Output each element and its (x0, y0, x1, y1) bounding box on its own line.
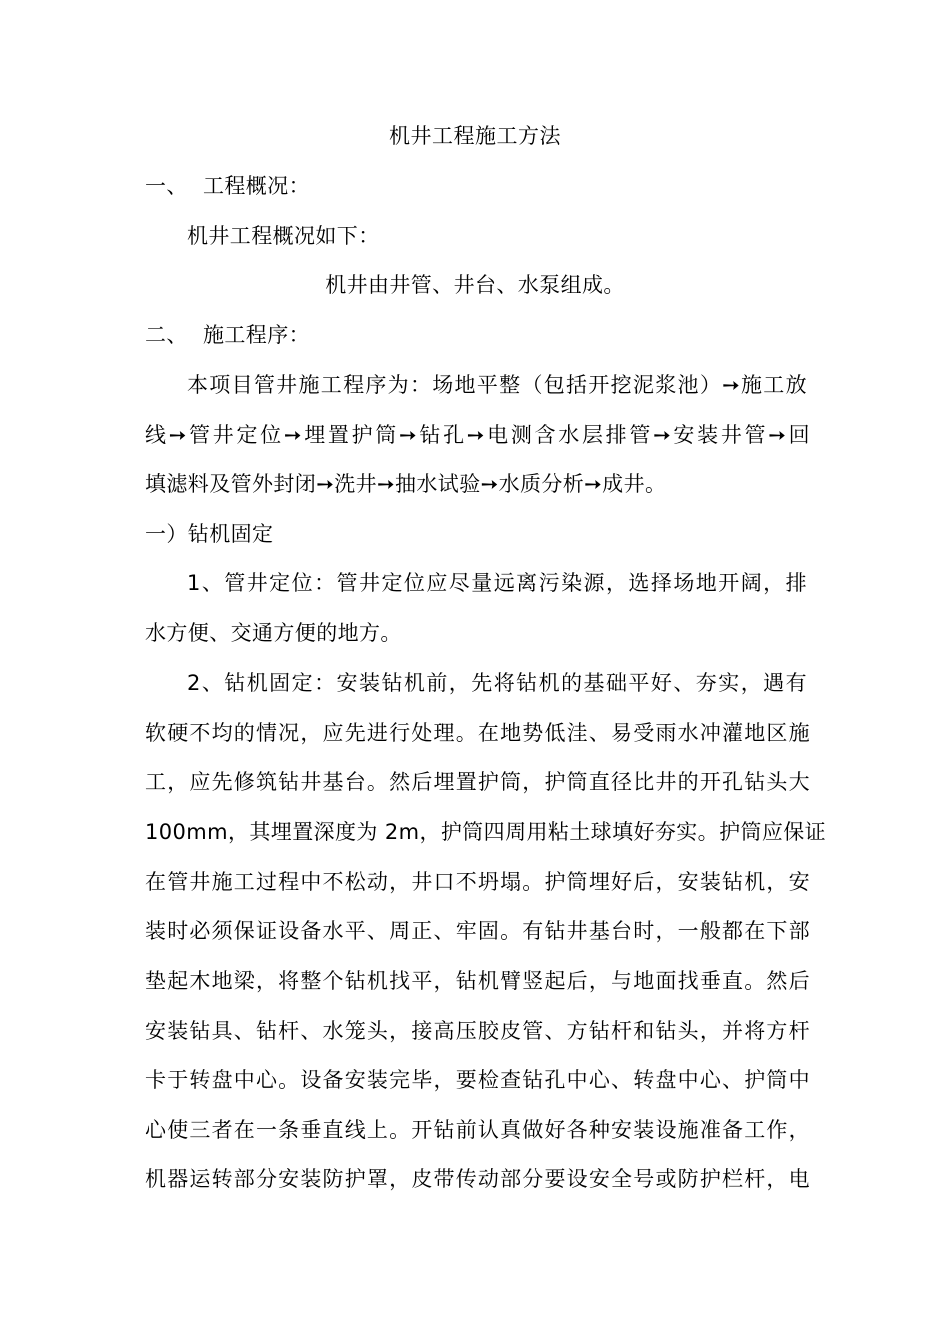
overview-detail: 机井由井管、井台、水泵组成。 (325, 273, 625, 297)
section-label: 施工程序： (203, 323, 310, 347)
section-heading-overview (145, 168, 310, 204)
paragraph-line: 填滤料及管外封闭➙洗井➙抽水试验➙水质分析➙成井。 (145, 472, 667, 496)
paragraph-line: 工，应先修筑钻井基台。然后埋置护筒，护筒直径比井的开孔钻头大 (145, 770, 810, 794)
paragraph-line: 1、管井定位：管井定位应尽量远离污染源，选择场地开阔，排 (187, 571, 807, 595)
paragraph-line: 本项目管井施工程序为：场地平整（包括开挖泥浆池）➙施工放 (187, 373, 807, 397)
document-title: 机井工程施工方法 (389, 124, 561, 148)
paragraph-line: 线➙管井定位➙埋置护筒➙钻孔➙电测含水层排管➙安装井管➙回 (145, 423, 810, 447)
paragraph-line: 水方便、交通方便的地方。 (145, 621, 402, 645)
paragraph-line: 安装钻具、钻杆、水笼头，接高压胶皮管、方钻杆和钻头，并将方杆 (145, 1019, 810, 1043)
paragraph-line: 2、钻机固定：安装钻机前，先将钻机的基础平好、夯实，遇有 (187, 671, 807, 695)
paragraph-line: 心使三者在一条垂直线上。开钻前认真做好各种安装设施准备工作， (145, 1118, 810, 1142)
section-number: 一、 (145, 174, 188, 198)
paragraph-line: 机器运转部分安装防护罩，皮带传动部分要设安全号或防护栏杆，电 (145, 1167, 810, 1191)
section-label: 工程概况： (203, 174, 310, 198)
paragraph-line: 垫起木地梁，将整个钻机找平，钻机臂竖起后，与地面找垂直。然后 (145, 969, 810, 993)
section-number: 二、 (145, 323, 188, 347)
section-heading-procedure (145, 317, 310, 353)
overview-intro: 机井工程概况如下： (187, 224, 380, 248)
paragraph-line: 软硬不均的情况，应先进行处理。在地势低洼、易受雨水冲灌地区施 (145, 721, 810, 745)
paragraph-line: 卡于转盘中心。设备安装完毕，要检查钻孔中心、转盘中心、护筒中 (145, 1068, 810, 1092)
paragraph-line: 在管井施工过程中不松动，井口不坍塌。护筒埋好后，安装钻机，安 (145, 870, 810, 894)
paragraph-line: 装时必须保证设备水平、周正、牢固。有钻井基台时，一般都在下部 (145, 919, 810, 943)
subsection-heading: 一）钻机固定 (145, 522, 274, 546)
paragraph-line: 100mm，其埋置深度为 2m，护筒四周用粘土球填好夯实。护筒应保证 (145, 820, 827, 844)
